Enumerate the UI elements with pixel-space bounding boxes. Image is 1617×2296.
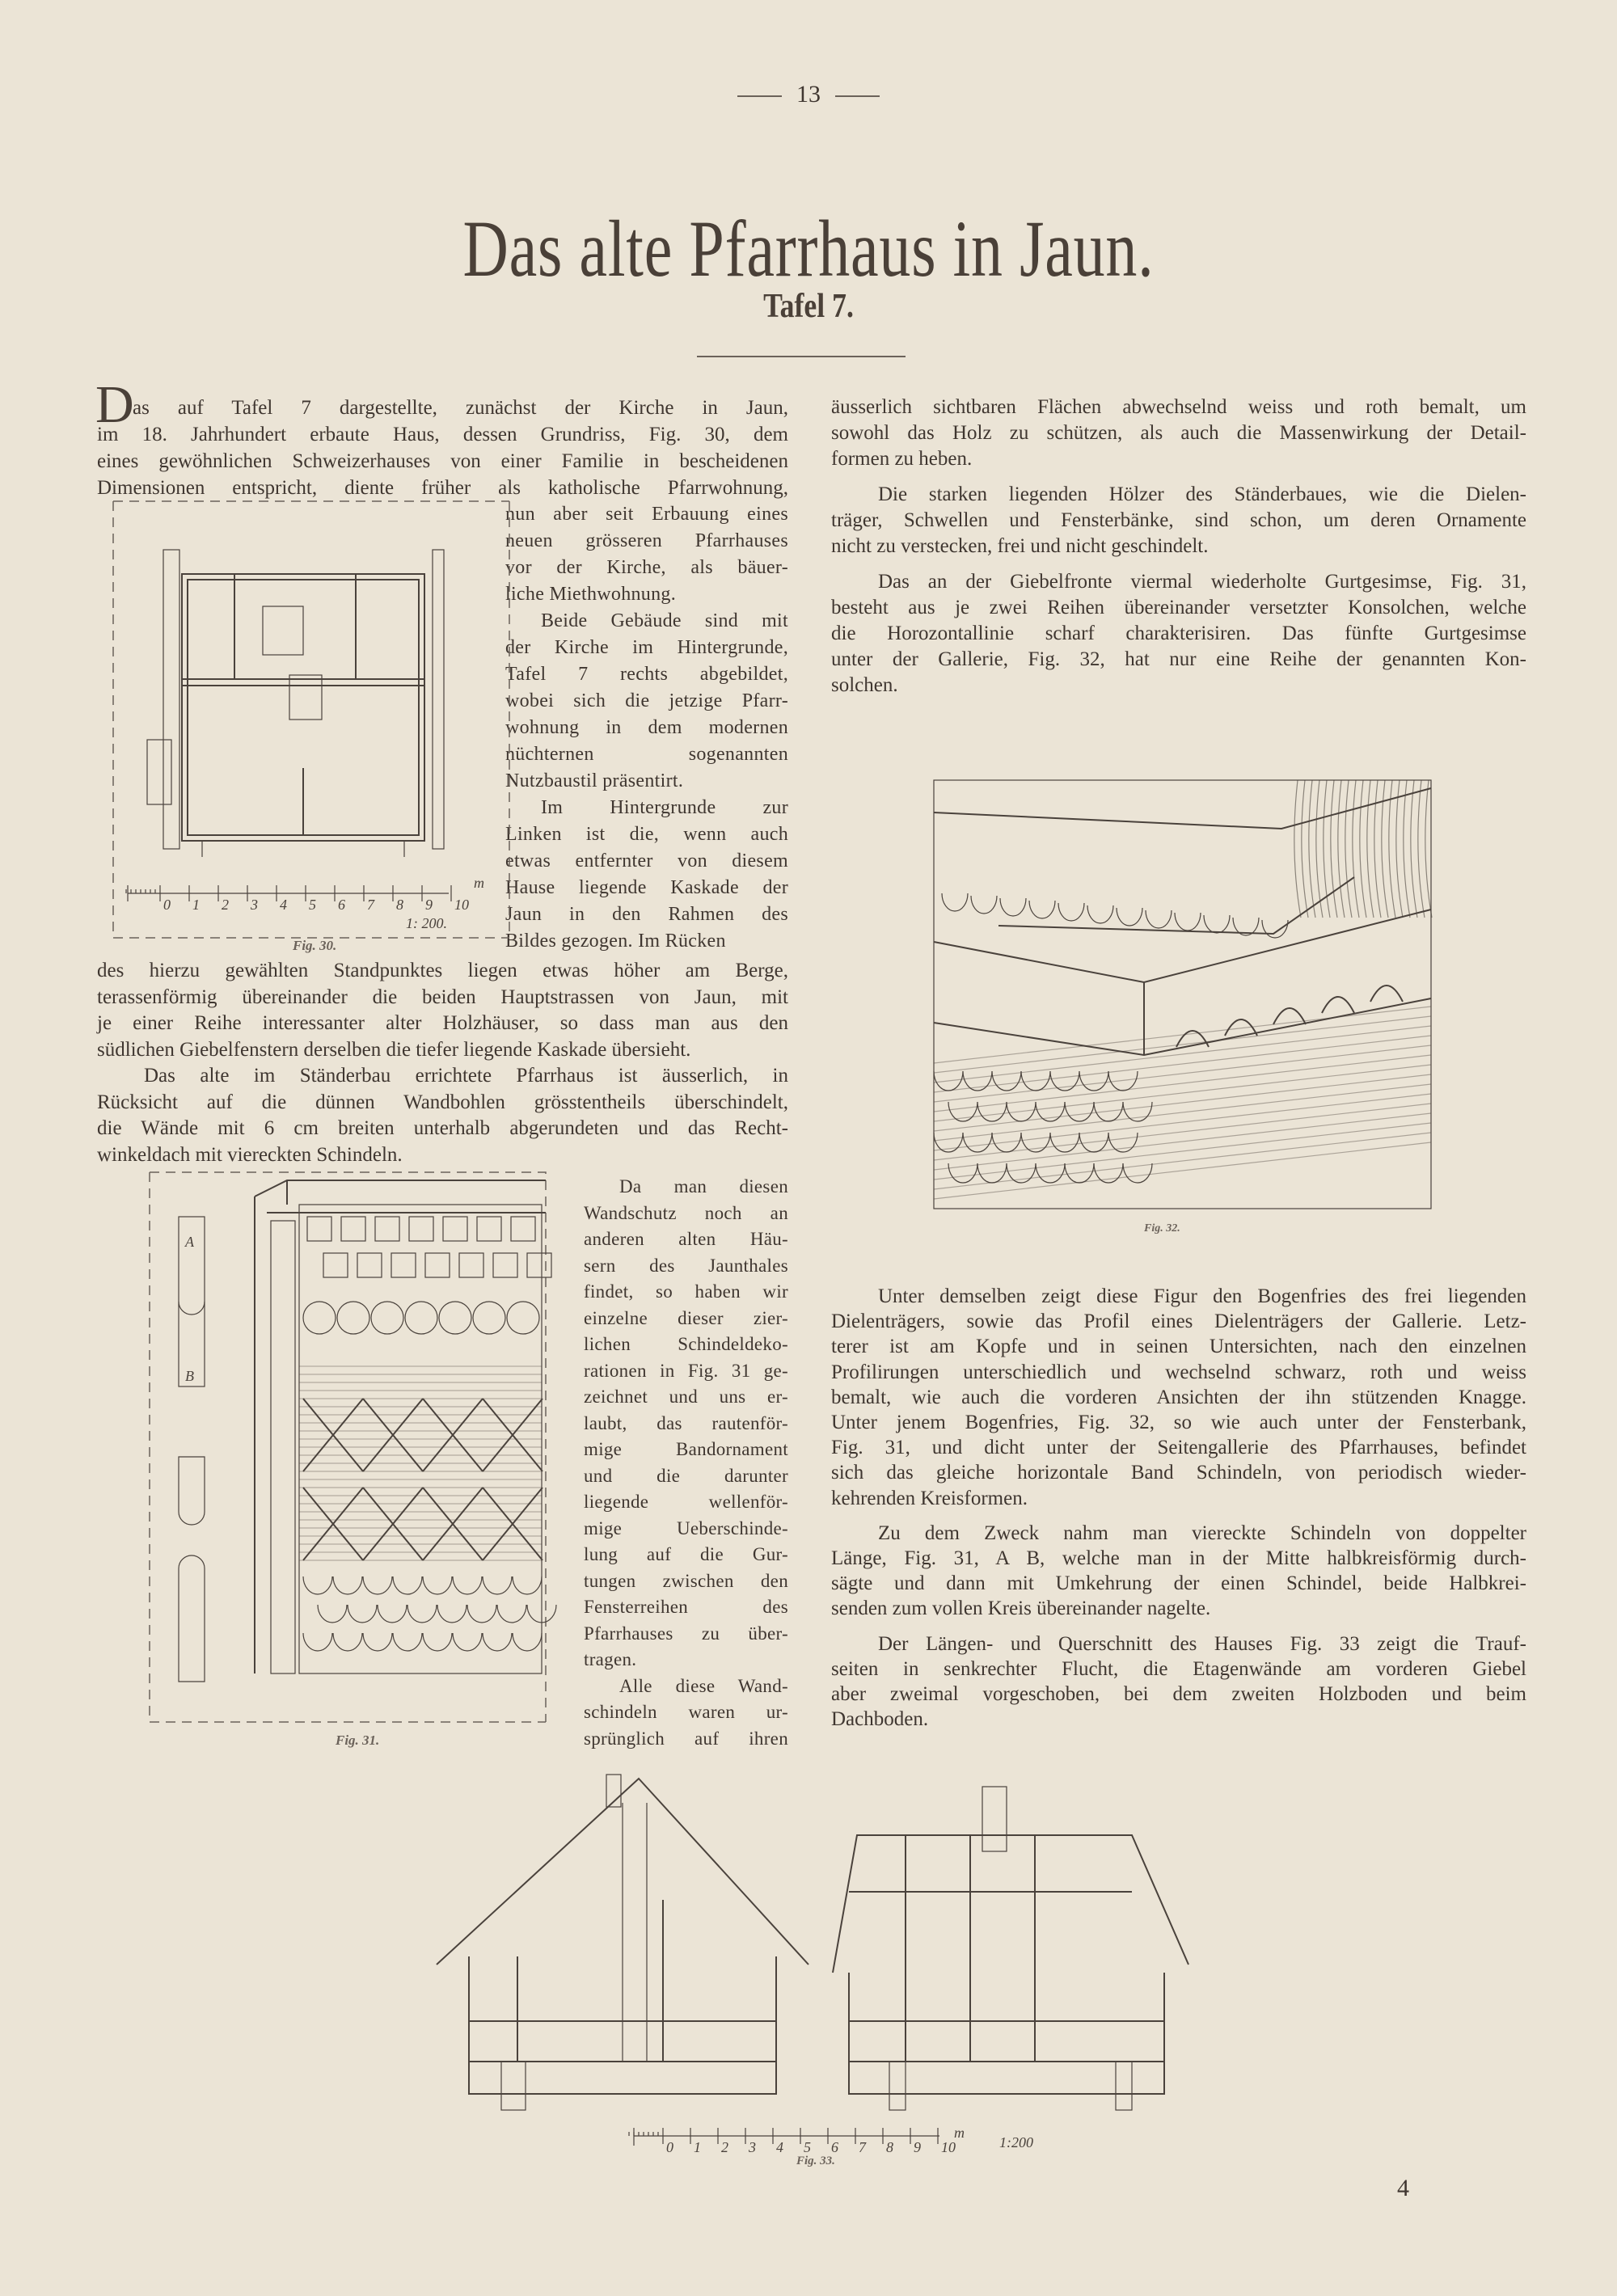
wave-shingle bbox=[513, 1633, 542, 1651]
scale-tick-label: 10 bbox=[454, 897, 469, 913]
text-line: Linken ist die, wenn auch bbox=[505, 824, 788, 845]
text-line: solchen. bbox=[831, 674, 898, 696]
diamond-band bbox=[363, 1488, 423, 1560]
text-line: mige Ueberschinde- bbox=[584, 1517, 788, 1538]
wave-shingle bbox=[363, 1633, 392, 1651]
text-line: südlichen Giebelfenstern derselben die tiefer liegende Kaskade übersieht. bbox=[97, 1038, 691, 1061]
fig33-ratio: 1:200 bbox=[999, 2134, 1033, 2150]
text-line: träger, Schwellen und Fensterbänke, sind schon, um deren Ornamente bbox=[831, 509, 1526, 531]
circle-shingle bbox=[337, 1302, 369, 1334]
wave-shingle bbox=[393, 1633, 422, 1651]
text-line: winkeldach mit viereckten Schindeln. bbox=[97, 1143, 403, 1166]
text-line: tungen zwischen den bbox=[584, 1570, 788, 1591]
arch-frieze bbox=[1262, 920, 1288, 938]
console-block bbox=[323, 1253, 348, 1277]
scale-tick-label: 6 bbox=[831, 2139, 838, 2155]
text-line: formen zu heben. bbox=[831, 448, 973, 470]
text-line: vor der Kirche, als bäuer- bbox=[505, 557, 788, 578]
text-line: besteht aus je zwei Reihen übereinander versetzter Konsolchen, welche bbox=[831, 597, 1526, 618]
text-line: anderen alten Häu- bbox=[584, 1229, 788, 1249]
wave-shingle bbox=[378, 1605, 407, 1623]
wave-shingle bbox=[333, 1633, 362, 1651]
wave-shingle bbox=[393, 1576, 422, 1594]
text-line: Dimensionen entspricht, diente früher als katholische Pfarrwohnung, bbox=[97, 477, 788, 499]
longitudinal-section bbox=[833, 1787, 1188, 2110]
console-block bbox=[357, 1253, 382, 1277]
arch-frieze bbox=[1087, 905, 1113, 923]
wave-shingle bbox=[483, 1633, 512, 1651]
scale-tick-label: 6 bbox=[338, 897, 345, 913]
text-line: Der Längen- und Querschnitt des Hauses Fig. 33 zeigt die Trauf- bbox=[878, 1632, 1526, 1655]
text-line: sich das gleiche horizontale Band Schindeln, von periodisch wieder- bbox=[831, 1462, 1526, 1484]
text-line: findet, so haben wir bbox=[584, 1281, 788, 1302]
fish-scale-shingle bbox=[1007, 1163, 1036, 1183]
left-paragraph-2 bbox=[97, 958, 788, 1168]
fig32-bogenfries-detail bbox=[934, 780, 1435, 1209]
wave-shingle bbox=[453, 1633, 482, 1651]
arch-frieze bbox=[971, 896, 997, 914]
arch-frieze bbox=[942, 893, 968, 911]
drop-cap: D bbox=[95, 375, 134, 434]
scale-tick-label: 2 bbox=[721, 2139, 728, 2155]
text-line: bemalt, wie auch die vorderen Ansichten der ihn stützenden Knagge. bbox=[831, 1386, 1526, 1408]
scale-tick-label: 2 bbox=[222, 897, 229, 913]
arch-frieze bbox=[1058, 903, 1084, 921]
scale-tick-label: 8 bbox=[886, 2139, 893, 2155]
text-line: Rücksicht auf die dünnen Wandbohlen grösstentheils überschindelt, bbox=[97, 1091, 788, 1113]
console-block bbox=[425, 1253, 450, 1277]
scale-tick-label: 9 bbox=[914, 2139, 921, 2155]
text-line: Fensterreihen des bbox=[584, 1597, 788, 1617]
text-line: Im Hintergrunde zur bbox=[541, 797, 788, 818]
page-number: 13 bbox=[796, 81, 821, 108]
text-line: etwas entfernter von diesem bbox=[505, 850, 788, 872]
text-line: as auf Tafel 7 dargestellte, zunächst der Kirche in Jaun, bbox=[133, 397, 788, 419]
text-line: seiten in senkrechter Flucht, die Etagenwände am vorderen Giebel bbox=[831, 1657, 1526, 1680]
text-line: terassenförmig übereinander die beiden Hauptstrassen von Jaun, mit bbox=[97, 986, 788, 1008]
console bbox=[1322, 997, 1354, 1013]
fig30-caption: Fig. 30. bbox=[293, 938, 337, 953]
wave-shingle bbox=[303, 1633, 332, 1651]
left-paragraph-1 bbox=[95, 375, 788, 501]
scale-tick-label: 4 bbox=[776, 2139, 783, 2155]
text-line: Tafel 7 rechts abgebildet, bbox=[505, 664, 788, 685]
right-paragraphs-top bbox=[831, 395, 1526, 699]
text-line: Hause liegende Kaskade der bbox=[505, 877, 788, 898]
text-line: zeichnet und uns er- bbox=[584, 1386, 788, 1407]
wall-elevation bbox=[255, 1180, 556, 1673]
console bbox=[1273, 1008, 1306, 1024]
text-line: mige Bandornament bbox=[584, 1439, 788, 1459]
diamond-band bbox=[363, 1399, 423, 1471]
arch-frieze bbox=[1175, 913, 1201, 931]
text-line: Nutzbaustil präsentirt. bbox=[505, 770, 684, 791]
fig31-shingle-decoration bbox=[150, 1172, 550, 1722]
wave-shingle bbox=[363, 1576, 392, 1594]
diamond-band bbox=[423, 1399, 483, 1471]
text-line: Unter jenem Bogenfries, Fig. 32, so wie auch unter der Fensterbank, bbox=[831, 1412, 1526, 1434]
text-line: sägte und dann mit Umkehrung der einen Schindel, beide Halbkrei- bbox=[831, 1572, 1526, 1595]
scale-tick-label: 10 bbox=[941, 2139, 956, 2155]
text-line: des hierzu gewählten Standpunktes liegen etwas höher am Berge, bbox=[97, 960, 788, 981]
wave-shingle bbox=[513, 1576, 542, 1594]
wave-shingle bbox=[497, 1605, 526, 1623]
console-block bbox=[391, 1253, 416, 1277]
text-line: Unter demselben zeigt diese Figur den Bogenfries des frei liegenden bbox=[878, 1285, 1526, 1307]
wave-shingle bbox=[423, 1633, 452, 1651]
title-rule bbox=[697, 356, 906, 357]
text-line: lung auf die Gur- bbox=[584, 1544, 788, 1564]
signature-mark: 4 bbox=[1397, 2175, 1409, 2201]
text-line: liche Miethwohnung. bbox=[505, 584, 677, 605]
plan-stair bbox=[147, 740, 171, 804]
text-line: senden zum vollen Kreis übereinander nagelte. bbox=[831, 1597, 1211, 1620]
console-block bbox=[341, 1217, 365, 1241]
text-line: nicht zu verstecken, frei und nicht geschindelt. bbox=[831, 535, 1209, 557]
scale-tick-label: 5 bbox=[804, 2139, 811, 2155]
text-line: einzelne dieser zier- bbox=[584, 1307, 788, 1328]
console-block bbox=[459, 1253, 483, 1277]
console-block bbox=[527, 1253, 551, 1277]
fig32-caption: Fig. 32. bbox=[1144, 1222, 1180, 1235]
wave-shingle bbox=[407, 1605, 437, 1623]
page-subtitle: Tafel 7. bbox=[763, 288, 854, 325]
wave-shingle bbox=[348, 1605, 377, 1623]
diamond-band bbox=[303, 1399, 363, 1471]
diamond-band bbox=[483, 1488, 543, 1560]
arch-frieze bbox=[1029, 901, 1055, 918]
text-line: nüchternen sogenannten bbox=[505, 744, 788, 765]
text-line: Beide Gebäude sind mit bbox=[541, 610, 788, 631]
text-line: sowohl das Holz zu schützen, als auch die Massenwirkung der Detail- bbox=[831, 422, 1526, 444]
text-line: terer ist am Kopfe und in seinen Untersichten, nach den einzelnen bbox=[831, 1336, 1526, 1358]
text-line: nun aber seit Erbauung eines bbox=[505, 504, 788, 525]
text-line: äusserlich sichtbaren Flächen abwechselnd weiss und roth bemalt, um bbox=[831, 396, 1526, 418]
text-line: Dielenträgers, sowie das Profil eines Dielenträgers der Gallerie. Letz- bbox=[831, 1310, 1526, 1333]
dash-left bbox=[737, 95, 782, 97]
text-line: unter der Gallerie, Fig. 32, hat nur eine Reihe der genannten Kon- bbox=[831, 648, 1526, 670]
text-line: Fig. 31, und dicht unter der Seitengallerie des Pfarrhauses, befindet bbox=[831, 1437, 1526, 1459]
text-line: kehrenden Kreisformen. bbox=[831, 1487, 1028, 1509]
diamond-band bbox=[483, 1399, 543, 1471]
arch-frieze bbox=[1146, 910, 1172, 928]
text-line: die Horozontallinie scharf charakterisiren. Das fünfte Gurtgesimse bbox=[831, 623, 1526, 644]
wave-shingle bbox=[333, 1576, 362, 1594]
circle-shingle bbox=[371, 1302, 403, 1334]
text-line: sern des Jaunthales bbox=[584, 1255, 788, 1276]
text-line: Jaun in den Rahmen des bbox=[505, 904, 788, 925]
text-line: Alle diese Wand- bbox=[619, 1675, 788, 1696]
text-line: laubt, das rautenför- bbox=[584, 1412, 788, 1433]
shingle-a-top bbox=[179, 1217, 205, 1386]
circle-shingle bbox=[473, 1302, 505, 1334]
text-line: eines gewöhnlichen Schweizerhauses von einer Familie in bescheidenen bbox=[97, 450, 788, 472]
text-line: liegende wellenför- bbox=[584, 1492, 788, 1512]
scale-tick-label: 3 bbox=[251, 897, 258, 913]
text-line: aber zweimal vorgeschoben, bei dem zweiten Holzboden und beim bbox=[831, 1683, 1526, 1706]
wave-shingle bbox=[303, 1576, 332, 1594]
text-line: die Wände mit 6 cm breiten unterhalb abgerundeten und das Recht- bbox=[97, 1117, 788, 1139]
wave-shingle bbox=[483, 1576, 512, 1594]
arch-frieze bbox=[1117, 908, 1142, 926]
text-line: rationen in Fig. 31 ge- bbox=[584, 1360, 788, 1381]
text-line: Pfarrhauses zu über- bbox=[584, 1623, 788, 1644]
scale-tick-label: 4 bbox=[280, 897, 287, 913]
console-block bbox=[307, 1217, 331, 1241]
left-narrow-text-2 bbox=[584, 1174, 788, 1752]
console-block bbox=[409, 1217, 433, 1241]
scale-tick-label: 1 bbox=[694, 2139, 701, 2155]
fig33-caption: Fig. 33. bbox=[796, 2155, 835, 2167]
text-line: Bildes gezogen. Im Rücken bbox=[505, 931, 726, 952]
text-line: Länge, Fig. 31, A B, welche man in der Mitte halbkreisförmig durch- bbox=[831, 1547, 1526, 1570]
scale-tick-label: 7 bbox=[859, 2139, 866, 2155]
fig33-unit: m bbox=[954, 2125, 965, 2141]
console-block bbox=[493, 1253, 517, 1277]
console-block bbox=[511, 1217, 535, 1241]
fig30-unit: m bbox=[474, 875, 484, 891]
text-line: Wandschutz noch an bbox=[584, 1202, 788, 1223]
text-line: Das alte im Ständerbau errichtete Pfarrhaus ist äusserlich, in bbox=[144, 1065, 788, 1087]
text-line: Das an der Giebelfronte viermal wiederholte Gurtgesimse, Fig. 31, bbox=[878, 571, 1526, 593]
left-narrow-text-1 bbox=[505, 501, 788, 955]
wave-shingle bbox=[453, 1576, 482, 1594]
fig33-scale-bar bbox=[631, 2126, 1067, 2167]
text-line: der Kirche im Hintergrunde, bbox=[505, 637, 788, 658]
text-line: wobei sich die jetzige Pfarr- bbox=[505, 690, 788, 711]
scale-tick-label: 9 bbox=[425, 897, 433, 913]
wave-shingle bbox=[467, 1605, 496, 1623]
text-line: Zu dem Zweck nahm man viereckte Schindeln von doppelter bbox=[878, 1522, 1526, 1544]
text-line: tragen. bbox=[584, 1649, 637, 1669]
scale-tick-label: 0 bbox=[163, 897, 171, 913]
wave-shingle bbox=[437, 1605, 467, 1623]
text-line: und die darunter bbox=[584, 1465, 788, 1486]
fig33-house-sections bbox=[437, 1754, 1213, 2110]
cross-section bbox=[437, 1775, 808, 2110]
circle-shingle bbox=[439, 1302, 471, 1334]
shingle-b-profile bbox=[179, 1457, 205, 1682]
circle-shingle bbox=[507, 1302, 539, 1334]
page-title: Das alte Pfarrhaus in Jaun. bbox=[462, 204, 1155, 293]
label-a: A bbox=[185, 1234, 194, 1250]
scale-tick-label: 0 bbox=[666, 2139, 673, 2155]
diamond-band bbox=[303, 1488, 363, 1560]
circle-shingle bbox=[405, 1302, 437, 1334]
scale-tick-label: 3 bbox=[749, 2139, 756, 2155]
fish-scale-shingle bbox=[1021, 1133, 1050, 1152]
right-paragraphs-bottom bbox=[831, 1284, 1526, 1732]
console-block bbox=[443, 1217, 467, 1241]
arch-frieze bbox=[1000, 898, 1026, 916]
text-line: neuen grösseren Pfarrhauses bbox=[505, 530, 788, 551]
fish-scale-shingle bbox=[1108, 1071, 1138, 1091]
arch-frieze bbox=[1204, 915, 1230, 933]
console bbox=[1370, 986, 1403, 1002]
console-block bbox=[375, 1217, 399, 1241]
text-line: wohnung in dem modernen bbox=[505, 717, 788, 738]
wave-shingle bbox=[318, 1605, 347, 1623]
text-line: Die starken liegenden Hölzer des Ständerbaues, wie die Dielen- bbox=[878, 483, 1526, 505]
circle-shingle bbox=[303, 1302, 336, 1334]
scale-tick-label: 5 bbox=[309, 897, 316, 913]
fig30-ratio: 1: 200. bbox=[406, 915, 447, 931]
fish-scale-shingle bbox=[1036, 1102, 1065, 1121]
label-b: B bbox=[185, 1368, 194, 1384]
fig30-floor-plan bbox=[113, 501, 517, 938]
text-line: sprünglich auf ihren bbox=[584, 1728, 788, 1749]
scale-tick-label: 8 bbox=[396, 897, 403, 913]
text-line: Dachboden. bbox=[831, 1708, 929, 1731]
page-number-header bbox=[0, 81, 1617, 108]
console-block bbox=[477, 1217, 501, 1241]
diamond-band bbox=[423, 1488, 483, 1560]
wave-shingle bbox=[423, 1576, 452, 1594]
text-line: je einer Reihe interessanter alter Holzhäuser, so dass man aus den bbox=[97, 1012, 788, 1034]
text-line: im 18. Jahrhundert erbaute Haus, dessen Grundriss, Fig. 30, dem bbox=[97, 424, 788, 445]
text-line: schindeln waren ur- bbox=[584, 1702, 788, 1722]
text-line: Profilirungen unterschiedlich und wechselnd schwarz, roth und weiss bbox=[831, 1361, 1526, 1383]
scale-tick-label: 1 bbox=[192, 897, 200, 913]
dash-right bbox=[835, 95, 880, 97]
text-line: lichen Schindeldeko- bbox=[584, 1334, 788, 1354]
scale-tick-label: 7 bbox=[367, 897, 374, 913]
fig31-caption: Fig. 31. bbox=[336, 1733, 380, 1748]
text-line: Da man diesen bbox=[619, 1176, 788, 1197]
